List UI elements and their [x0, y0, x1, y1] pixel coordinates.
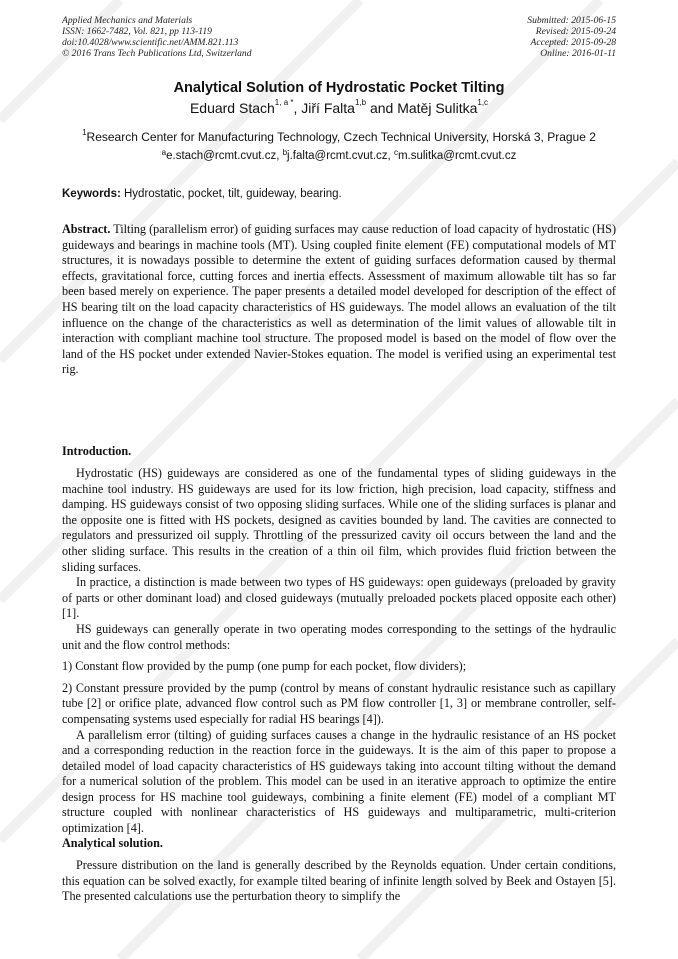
paper-title: Analytical Solution of Hydrostatic Pocket Tilting — [173, 80, 505, 96]
paragraph: A parallelism error (tilting) of guiding surfaces causes a change in the hydraulic resistance of an HS pocket and a corresponding reduction in the reaction force in the guideways. It is the aim of this paper to propose a detailed model of load capacity characteristics of HS guideways taking into account tilting without the demand for a numerical solution of the problem. This model can be used in an iterative approach to optimize the entire design process for HS machine tool guideways, combining a finite element (FE) model of a compliant MT structure coupled with nonlinear characteristics of HS guideways and multiparametric, multi-criterion optimization [4]. — [62, 727, 616, 836]
introduction-body — [62, 466, 616, 837]
keywords — [62, 188, 616, 200]
email-address[interactable]: e.stach@rcmt.cvut.cz — [166, 150, 277, 162]
affiliation — [0, 130, 678, 144]
paragraph: Hydrostatic (HS) guideways are considered as one of the fundamental types of sliding guideways in the machine tool industry. HS guideways are used for its low friction, high precision, load capacity, stiffness and damping. HS guideways consist of two opposing sliding surfaces. While one of the sliding surfaces is planar and the opposite one is fitted with HS pockets, designed as cavities bounded by land. The cavities are connected to regulators and pressurized oil supply. Throttling of the pressurized cavity oil occurs between the land and the other sliding surface. This results in the creation of a thin oil film, which provides fluid friction between the sliding surfaces. — [62, 466, 616, 574]
introduction-heading: Introduction. — [62, 444, 132, 458]
paragraph: In practice, a distinction is made between two types of HS guideways: open guideways (preloaded by gravity of parts or other dominant load) and closed guideways (mutually preloaded pockets placed opposite each other) [1]. — [62, 575, 616, 621]
list-item: 2) Constant pressure provided by the pump (control by means of constant hydraulic resistance such as capillary tube [2] or orifice plate, advanced flow control such as PM flow controller [1, 3] or membrane controller, self-compensating systems used especially for radial HS bearings [4]). — [62, 680, 616, 726]
affiliation-sup: 1 — [82, 128, 87, 137]
journal-doi: doi:10.4028/www.scientific.net/AMM.821.113 — [62, 37, 239, 48]
author-separator: , — [293, 100, 302, 116]
email-address[interactable]: j.falta@rcmt.cvut.cz — [287, 150, 388, 162]
date-online: Online: 2016-01-11 — [540, 48, 616, 59]
paragraph: Pressure distribution on the land is generally described by the Reynolds equation. Under certain conditions, this equation can be solved exactly, for example tilted bearing of infinite length solved by Beek and Ostayen [5]. The presented calculations use the perturbation theory to simplify the — [62, 858, 616, 904]
author-name: Eduard Stach — [189, 100, 275, 116]
journal-copyright: © 2016 Trans Tech Publications Ltd, Switzerland — [62, 48, 252, 59]
email-sup: a — [161, 148, 167, 157]
keywords-label: Keywords: — [62, 188, 121, 200]
journal-name: Applied Mechanics and Materials — [62, 15, 193, 26]
email-sup: c — [393, 148, 398, 157]
abstract-label: Abstract. — [62, 222, 111, 236]
publication-dates — [527, 15, 616, 59]
date-accepted: Accepted: 2015-09-28 — [530, 37, 616, 48]
author-affil-sup: 1,c — [477, 98, 489, 107]
email-list — [0, 150, 678, 162]
journal-info — [62, 15, 252, 59]
keywords-text: Hydrostatic, pocket, tilt, guideway, bearing. — [124, 188, 342, 200]
abstract — [62, 222, 616, 378]
author-name: Jiří Falta — [301, 100, 355, 116]
author-name: Matěj Sulitka — [397, 100, 478, 116]
date-submitted: Submitted: 2015-06-15 — [527, 15, 616, 26]
email-sup: b — [282, 148, 288, 157]
email-separator: , — [387, 150, 394, 162]
list-item: 1) Constant flow provided by the pump (one pump for each pocket, flow dividers); — [62, 659, 467, 674]
email-separator: , — [276, 150, 283, 162]
author-affil-sup: 1, a * — [274, 98, 294, 107]
email-address[interactable]: m.sulitka@rcmt.cvut.cz — [397, 150, 517, 162]
analytical-heading: Analytical solution. — [62, 836, 163, 850]
journal-issn: ISSN: 1662-7482, Vol. 821, pp 113-119 — [62, 26, 212, 37]
paragraph: HS guideways can generally operate in two operating modes corresponding to the settings of the hydraulic unit and the flow control methods: — [62, 621, 616, 652]
affiliation-text: Research Center for Manufacturing Technology, Czech Technical University, Horská 3, Prague 2 — [86, 130, 596, 144]
abstract-text: Tilting (parallelism error) of guiding surfaces may cause reduction of load capacity of hydrostatic (HS) guideways and bearings in machine tools (MT). Using coupled finite element (FE) computational models of MT structures, it is nowadays possible to determine the extent of guiding surfaces deformation caused by thermal effects, gravitational force, cutting forces and inertia effects. Assessment of maximum allowable tilt has so far been based merely on experience. The paper presents a detailed model developed for description of the effect of HS bearing tilt on the load capacity characteristics of HS guideways. The model allows an evaluation of the tilt influence on the change of the characteristics as well as determination of the limit values of allowable tilt in interaction with compliant machine tool structure. The proposed model is based on the model of flow over the land of the HS pocket under extended Navier-Stokes equation. The model is verified using an experimental test rig. — [62, 222, 617, 377]
analytical-body — [62, 858, 616, 905]
author-separator: and — [366, 100, 398, 116]
author-list — [0, 100, 678, 116]
author-affil-sup: 1,b — [354, 98, 367, 107]
date-revised: Revised: 2015-09-24 — [535, 26, 616, 37]
